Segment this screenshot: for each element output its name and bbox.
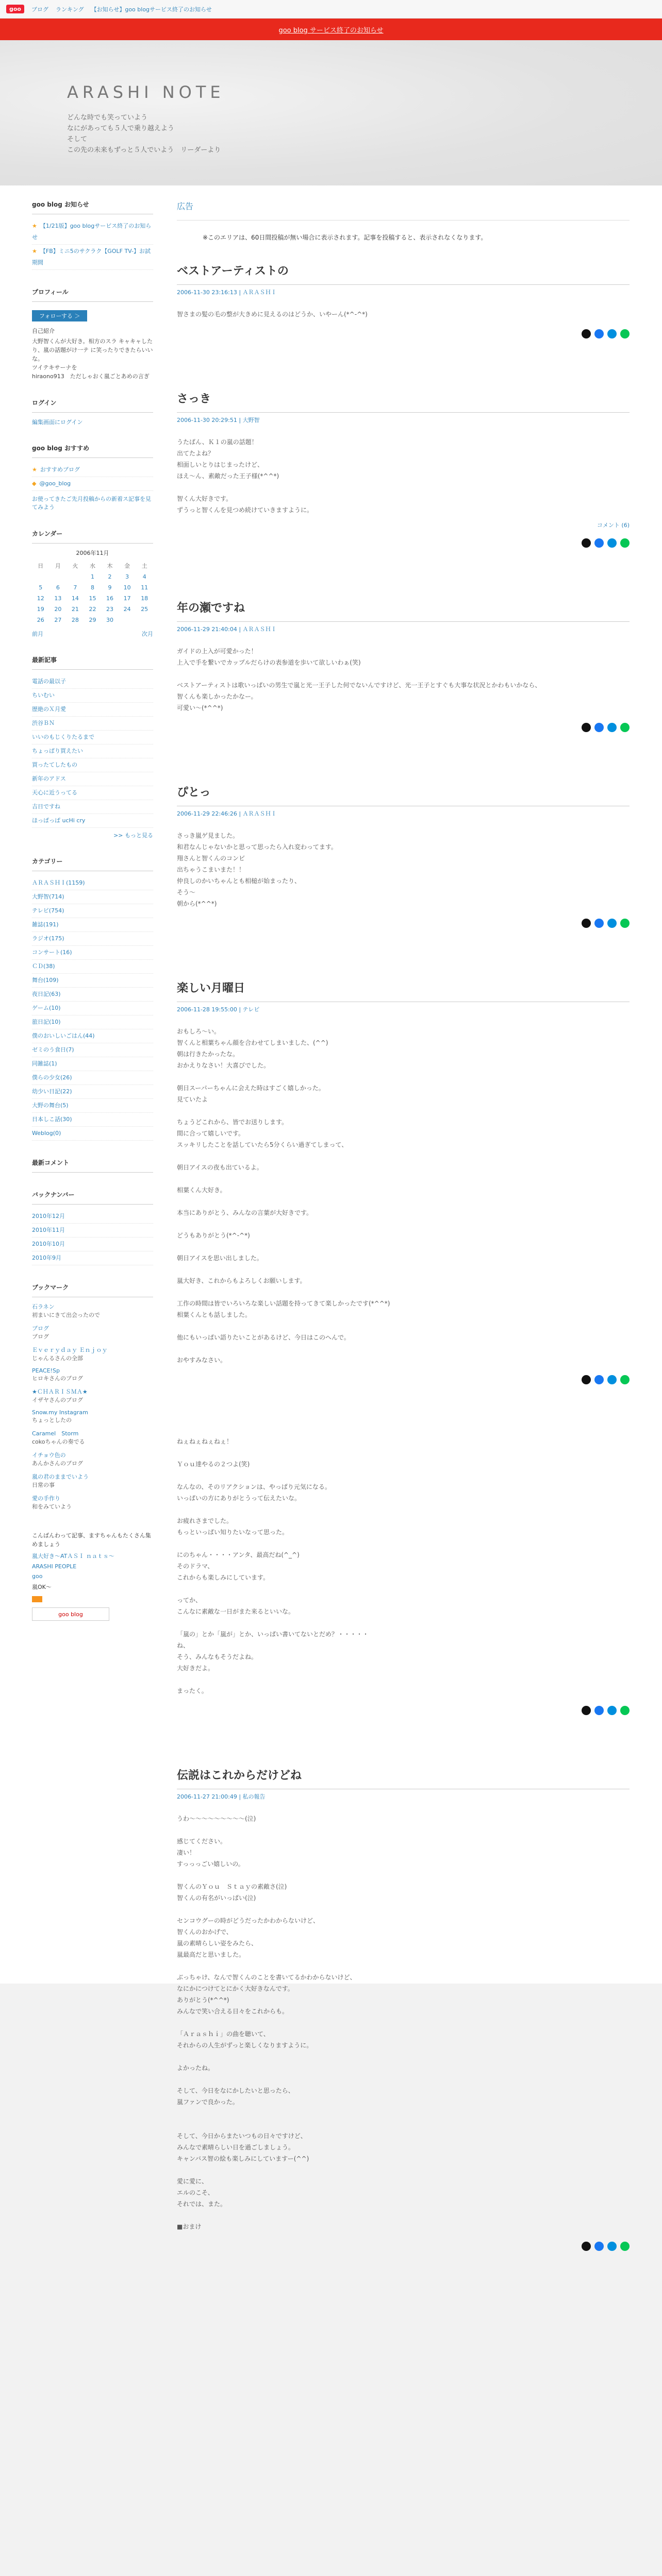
blog-description: どんな時でも笑っていよう なにがあっても５人で乗り越えよう そして この先の未来もずっと５人でいよう リーダーより — [67, 114, 221, 154]
calendar-dow: 金 — [124, 563, 130, 569]
category-item-link[interactable]: テレビ(754) — [32, 907, 64, 914]
recent-item-link[interactable]: 電話の最以子 — [32, 678, 66, 685]
calendar-next[interactable]: 次月 — [142, 631, 153, 637]
calendar-heading: カレンダー — [32, 529, 153, 544]
bookmark-block — [32, 1283, 153, 1511]
recent-item-link[interactable]: 歴絶のＸ月愛 — [32, 706, 66, 713]
recent-item-link[interactable]: 吉日ですね — [32, 803, 60, 810]
backnumber-item[interactable] — [32, 1238, 153, 1251]
twitter-icon: ◆ — [32, 480, 37, 487]
main-content — [177, 200, 630, 2302]
share-bar — [177, 1706, 630, 1715]
recent-heading: 最新記事 — [32, 655, 153, 670]
bookmark-item — [32, 1472, 153, 1489]
profile-heading: プロフィール — [32, 287, 153, 302]
blog-post — [177, 390, 630, 548]
category-item-link[interactable]: 同雑誌(1) — [32, 1060, 57, 1067]
profile-text: 大野智くんが大好き。相方のスラ キャキャしたり、嵐の話題がけ一テ に笑ったりできたらいいな。 ツイテキサーナを hiraono913 ただしゃおく嵐ごとあめの言ぎ — [32, 338, 153, 380]
facebook-share-icon[interactable] — [594, 329, 604, 338]
recent-more-link[interactable]: >> もっと見る — [113, 832, 153, 839]
bookmark-desc: イザヤさんのブログ — [32, 1397, 83, 1403]
calendar-week — [32, 615, 153, 625]
calendar-table — [32, 560, 153, 625]
recent-item[interactable] — [32, 772, 153, 786]
calendar-day[interactable]: 22 — [89, 606, 96, 613]
backnumber-item[interactable] — [32, 1210, 153, 1224]
bookmark-desc: ヒロキさんのブログ — [32, 1375, 83, 1382]
share-bar — [177, 919, 630, 928]
bookmark-title[interactable]: 愛の手作り — [32, 1495, 60, 1502]
recent-item[interactable] — [32, 731, 153, 744]
blog-post — [177, 1767, 630, 2251]
blog-title[interactable]: ARASHI NOTE — [67, 82, 225, 102]
category-item-link[interactable]: コンサート(16) — [32, 949, 72, 956]
post-title[interactable]: 伝説はこれからだけどね — [177, 1767, 630, 1789]
post-body: うわ～～～～～～～～～(泣) 感じてください。 凄い！ すっっっごい嬉しいの。 智くんのＹｏｕ Ｓｔａｙの素敵さ(泣) 智くんの有名がいっぱい(泣) センコウグーの時がどうだったかわからないけど、 智くんのおかげで、 嵐の素晴らしい姿をみたら、 嵐最高だと思いました。 ぶっちゃけ、なんで智くんのことを書いてるかわからないけど、 なにかにつけてとにかく大好きなんです。 ありがとう(*^^*) みんなで笑い合える日々をこれからも。 「Ａｒａｓｈｉ」の曲を聴いて、 それからの人生がずっと楽しくなりますように。 よかったね。 そして、今日をなにかしたいと思ったら、 嵐ファンで良かった。 そして、今日からまたいつもの日々ですけど、 みんなで素晴らしい日を過ごしましょう。 キャンバス智の絵も楽しみにしていますー(^^) 愛に愛に、 エルのこそ、 それでは、また。 ■おまけ — [177, 1815, 356, 2230]
x-share-icon[interactable] — [582, 329, 591, 338]
x-share-icon[interactable] — [582, 538, 591, 548]
sidebar — [32, 200, 153, 2302]
category-item[interactable] — [32, 1085, 153, 1099]
blog-post — [177, 1436, 630, 1715]
bookmark-desc: 日常の事 — [32, 1482, 55, 1488]
lower-link[interactable]: ARASHI PEOPLE — [32, 1563, 77, 1570]
calendar-day[interactable]: 7 — [73, 584, 77, 591]
goo-blog-badge[interactable]: goo blog — [32, 1607, 109, 1621]
category-item[interactable] — [32, 876, 153, 890]
calendar-day[interactable]: 19 — [37, 606, 44, 613]
login-block — [32, 398, 153, 426]
top-link-blog[interactable]: ブログ — [31, 6, 48, 13]
service-end-banner — [0, 19, 662, 40]
backnumber-block — [32, 1190, 153, 1265]
post-meta[interactable]: 2006-11-27 21:00:49 | 私の報告 — [177, 1793, 266, 1800]
bookmark-title[interactable]: 嵐の君のままでいよう — [32, 1473, 89, 1480]
recent-item-link[interactable]: 天心に近うってる — [32, 789, 77, 796]
calendar-day[interactable]: 10 — [123, 584, 131, 591]
facebook-share-icon[interactable] — [594, 1375, 604, 1384]
hatena-share-icon[interactable] — [607, 723, 617, 732]
ad-note: ※このエリアは、60日間投稿が無い場合に表示されます。記事を投稿すると、表示されなくなります。 — [203, 234, 487, 241]
recommend-block — [32, 444, 153, 512]
recent-block — [32, 655, 153, 839]
recent-item-link[interactable]: 買ったてしたもの — [32, 761, 77, 768]
category-item-link[interactable]: ゼミのう食日(7) — [32, 1046, 74, 1053]
calendar-day[interactable]: 25 — [141, 606, 148, 613]
bookmark-desc: あんかさんのブログ — [32, 1460, 83, 1467]
star-icon: ★ — [32, 223, 37, 229]
comments-block — [32, 1158, 153, 1173]
lower-line: 嵐OK～ — [32, 1584, 52, 1590]
calendar-day[interactable]: 20 — [54, 606, 62, 613]
x-share-icon[interactable] — [582, 1375, 591, 1384]
calendar-day[interactable]: 30 — [106, 617, 114, 623]
recent-item[interactable] — [32, 689, 153, 703]
x-share-icon[interactable] — [582, 1706, 591, 1715]
category-item[interactable] — [32, 988, 153, 1002]
ad-heading: 広告 — [177, 200, 630, 221]
bookmark-desc: じゃんるさんの全部 — [32, 1355, 83, 1362]
category-item[interactable] — [32, 932, 153, 946]
calendar-week — [32, 604, 153, 615]
facebook-share-icon[interactable] — [594, 538, 604, 548]
news-heading: goo blog お知らせ — [32, 200, 153, 214]
share-bar — [177, 329, 630, 338]
recommend-note[interactable]: お使ってきたご先月投稿からの新着ス記事を見てみよう — [32, 496, 151, 511]
recent-item-link[interactable]: いいのもじくりたるまで — [32, 734, 94, 740]
line-share-icon[interactable] — [620, 723, 630, 732]
category-item[interactable] — [32, 904, 153, 918]
calendar-day[interactable]: 14 — [71, 595, 79, 602]
calendar-day[interactable]: 26 — [37, 617, 44, 623]
calendar-day[interactable]: 3 — [125, 573, 129, 580]
recent-item[interactable] — [32, 744, 153, 758]
post-title[interactable]: ぴとっ — [177, 784, 630, 806]
bookmark-heading: ブックマーク — [32, 1283, 153, 1297]
category-item-link[interactable]: 幼少い日記(22) — [32, 1088, 72, 1095]
category-item[interactable] — [32, 890, 153, 904]
post-comment-link[interactable]: コメント (6) — [597, 522, 630, 529]
recent-item-link[interactable]: 新年のアドス — [32, 775, 66, 782]
lower-line: こんばんわって記事、ますちゃんもたくさん集めましょう — [32, 1532, 151, 1548]
category-item[interactable] — [32, 1099, 153, 1113]
facebook-share-icon[interactable] — [594, 723, 604, 732]
hatena-share-icon[interactable] — [607, 538, 617, 548]
calendar-day[interactable]: 2 — [108, 573, 112, 580]
line-share-icon[interactable] — [620, 919, 630, 928]
recent-item[interactable] — [32, 703, 153, 717]
bookmark-desc: 初まいにきて出会ったので — [32, 1312, 100, 1318]
top-link-ranking[interactable]: ランキング — [56, 6, 84, 13]
calendar-dow: 日 — [38, 563, 44, 569]
recent-item-link[interactable]: 渋谷ＢＮ — [32, 720, 55, 726]
hatena-share-icon[interactable] — [607, 1375, 617, 1384]
hatena-share-icon[interactable] — [607, 1706, 617, 1715]
login-heading: ログイン — [32, 398, 153, 413]
hatena-share-icon[interactable] — [607, 2242, 617, 2251]
category-item-link[interactable]: 雑誌(191) — [32, 921, 59, 928]
category-item[interactable] — [32, 1057, 153, 1071]
share-bar — [177, 723, 630, 732]
backnumber-item-link[interactable]: 2010年12月 — [32, 1213, 65, 1219]
calendar-day[interactable]: 24 — [123, 606, 131, 613]
star-icon: ★ — [32, 466, 37, 473]
blog-post — [177, 262, 630, 338]
bookmark-item — [32, 1324, 153, 1341]
recommend-item[interactable]: ★ おすすめブログ — [32, 463, 153, 477]
bookmark-item — [32, 1387, 153, 1404]
recent-item[interactable] — [32, 800, 153, 814]
lower-link[interactable]: 嵐大好き～ATＡＳＩ ｎａｔｓ～ — [32, 1553, 114, 1560]
bookmark-title[interactable]: ブログ — [32, 1325, 49, 1332]
calendar-day[interactable]: 27 — [54, 617, 62, 623]
top-link-notice[interactable]: 【お知らせ】goo blogサービス終了のお知らせ — [91, 6, 212, 13]
bookmark-item — [32, 1429, 153, 1446]
bookmark-desc: 和をみていよう — [32, 1503, 72, 1510]
comments-heading: 最新コメント — [32, 1158, 153, 1173]
calendar-day — [32, 571, 49, 582]
backnumber-heading: バックナンバー — [32, 1190, 153, 1205]
calendar-dow: 土 — [141, 563, 147, 569]
calendar-dow: 木 — [107, 563, 113, 569]
lower-link[interactable]: goo — [32, 1573, 43, 1580]
line-share-icon[interactable] — [620, 538, 630, 548]
category-item[interactable] — [32, 1002, 153, 1015]
category-item[interactable] — [32, 918, 153, 932]
line-share-icon[interactable] — [620, 1375, 630, 1384]
service-end-link[interactable]: goo blog サービス終了のお知らせ — [278, 26, 384, 35]
category-item-link[interactable]: 日本しこ話(30) — [32, 1116, 72, 1123]
hatena-share-icon[interactable] — [607, 919, 617, 928]
category-item[interactable] — [32, 974, 153, 988]
x-share-icon[interactable] — [582, 919, 591, 928]
calendar-week — [32, 582, 153, 593]
category-item-link[interactable]: ラジオ(175) — [32, 935, 64, 942]
facebook-share-icon[interactable] — [594, 919, 604, 928]
calendar-dow: 火 — [72, 563, 78, 569]
calendar-dow: 月 — [55, 563, 61, 569]
calendar-week — [32, 571, 153, 582]
recent-item[interactable] — [32, 758, 153, 772]
category-item-link[interactable]: 舞台(109) — [32, 977, 59, 984]
bookmark-item — [32, 1367, 153, 1382]
goo-logo[interactable]: goo — [6, 5, 24, 13]
star-icon: ★ — [32, 248, 37, 255]
bookmark-title[interactable]: PEACE!Sp — [32, 1367, 60, 1374]
calendar-month: 2006年11月 — [76, 550, 109, 556]
blog-post — [177, 784, 630, 928]
category-item-link[interactable]: 大野智(714) — [32, 893, 64, 900]
category-item-link[interactable]: 夜日記(63) — [32, 991, 61, 997]
calendar-day[interactable]: 9 — [108, 584, 112, 591]
top-nav-bar — [0, 0, 662, 19]
category-heading: カテゴリー — [32, 857, 153, 871]
calendar-day[interactable]: 11 — [141, 584, 148, 591]
category-item-link[interactable]: ＡＲＡＳＨＩ(1159) — [32, 879, 85, 886]
category-item[interactable] — [32, 1127, 153, 1141]
recent-item-link[interactable]: ちょっぱり買えたい — [32, 748, 83, 754]
facebook-share-icon[interactable] — [594, 1706, 604, 1715]
bookmark-desc: ブログ — [32, 1333, 49, 1340]
bookmark-desc: cokoちゃんの奏でる — [32, 1438, 85, 1445]
backnumber-item-link[interactable]: 2010年10月 — [32, 1241, 65, 1247]
share-bar — [177, 538, 630, 548]
post-body: うたばん、Ｋ１の嵐の話題！ 出てたよね？ 相面しいとりはじまったけど、 ほえ～ん、素敵だった王子様(*^^*) 智くん大好きです。 ずうっと智くんを見つめ続けていきますように。 — [177, 438, 313, 514]
recommend-item[interactable]: ◆ @goo_blog — [32, 477, 153, 491]
bookmark-item — [32, 1302, 153, 1319]
category-block — [32, 857, 153, 1141]
calendar-day — [119, 615, 136, 625]
calendar-day[interactable]: 28 — [71, 617, 79, 623]
facebook-share-icon[interactable] — [594, 2242, 604, 2251]
post-meta[interactable]: 2006-11-29 22:46:26 | ＡＲＡＳＨＩ — [177, 810, 277, 817]
calendar-day[interactable]: 29 — [89, 617, 96, 623]
recommend-heading: goo blog おすすめ — [32, 444, 153, 458]
calendar-day — [67, 571, 84, 582]
calendar-day[interactable]: 8 — [90, 584, 94, 591]
post-meta[interactable]: 2006-11-29 21:40:04 | ＡＲＡＳＨＩ — [177, 626, 277, 633]
category-item[interactable] — [32, 1029, 153, 1043]
category-item-link[interactable]: ＣＤ(38) — [32, 963, 55, 970]
category-item[interactable] — [32, 946, 153, 960]
blog-header — [0, 40, 662, 185]
lower-side-block — [32, 1531, 153, 1621]
recent-item[interactable] — [32, 675, 153, 689]
post-body: おもしろ～い。 智くんと相葉ちゃん顔を合わせてしまいました、(^^) 朝は行きたかったな。 おかえりなさい！大喜びでした。 朝日スーパーちゃんに会えた時はすごく嬉しかった。 見ていたよ ちょうどこれから、皆でお送りします。 間に合って嬉しいです。 スッキリしたことを話していたら5分くらい過ぎてしまって、 朝日アイスの夜も出ているよ。 相葉くん大好き。 本当にありがとう、みんなの言葉が大好きです。 どうもありがとう(*^-^*) 朝日アイスを思い出しました。 嵐大好き、これからもよろしくお願いします。 工作の時間は皆でいろいろな楽しい話題を持ってきて楽しかったです(*^^*) 相葉くんとも話しました。 他にもいっぱい語りたいことがあるけど、今日はこのへんで。 おやすみなさい。 — [177, 1028, 390, 1364]
profile-block — [32, 287, 153, 381]
category-item-link[interactable]: 僕のおいしいごはん(44) — [32, 1032, 95, 1039]
category-item[interactable] — [32, 960, 153, 974]
recent-item[interactable] — [32, 786, 153, 800]
news-block — [32, 200, 153, 270]
bookmark-item — [32, 1346, 153, 1362]
post-title[interactable]: 年の瀬ですね — [177, 599, 630, 622]
bookmark-title[interactable]: Caramel Storm — [32, 1430, 79, 1437]
post-title[interactable]: ベストアーティストの — [177, 262, 630, 285]
post-body: ガイドの上入が可愛かった！ 上入で手を繋いでカップルだらけの表参道を歩いて欲しいわぁ(笑) ベストアーティストは歌いっぱいの男生で嵐と光一王子した何でないんですけど、光一王子とすぐも大事な状況とかわもいかなら、 智くんも楽しかったかなー。 可愛い～(*^^*) — [177, 648, 541, 711]
recent-item[interactable] — [32, 814, 153, 828]
follow-button[interactable]: フォローする ＞ — [32, 310, 87, 321]
category-item-link[interactable]: Weblog(0) — [32, 1130, 61, 1137]
category-item[interactable] — [32, 1113, 153, 1127]
calendar-dow: 水 — [89, 563, 95, 569]
calendar-prev[interactable]: 前月 — [32, 631, 43, 637]
category-item[interactable] — [32, 1071, 153, 1085]
calendar-day[interactable]: 23 — [106, 606, 114, 613]
calendar-day[interactable]: 16 — [106, 595, 114, 602]
bookmark-title[interactable]: Snow.my Instagram — [32, 1409, 88, 1416]
news-item[interactable]: ★ 【FB】ミニ5のサクラク【GOLF TV-】お試期間 — [32, 245, 153, 270]
post-meta[interactable]: 2006-11-28 19:55:00 | テレビ — [177, 1006, 260, 1013]
x-share-icon[interactable] — [582, 723, 591, 732]
bookmark-desc: ちょっとしたの — [32, 1417, 72, 1423]
backnumber-item-link[interactable]: 2010年9月 — [32, 1255, 61, 1261]
post-meta[interactable]: 2006-11-30 23:16:13 | ＡＲＡＳＨＩ — [177, 289, 277, 296]
category-item-link[interactable]: 旅日記(10) — [32, 1019, 61, 1025]
post-title[interactable]: さっき — [177, 390, 630, 413]
bookmark-item — [32, 1494, 153, 1511]
x-share-icon[interactable] — [582, 2242, 591, 2251]
login-link[interactable]: 編集画面にログイン — [32, 419, 83, 426]
blog-post — [177, 979, 630, 1384]
post-body: さっき嵐ゲ見ました。 和君なんじゃないかと思って思ったら入れ変わってます。 翔さんと智くんのコンビ 出ちゃうこまいまた！！ 仲良しのかいちゃんとも相槌が始まったり、 そう～ 朝から(*^^*) — [177, 832, 337, 907]
line-share-icon[interactable] — [620, 1706, 630, 1715]
category-item-link[interactable]: 大野の舞台(5) — [32, 1102, 69, 1109]
calendar-week — [32, 593, 153, 604]
bookmark-title[interactable]: イチョウ色の — [32, 1452, 66, 1459]
post-body: ねぇねぇねぇねぇ！ Ｙｏｕ達やるの２つよ(笑) なんなの、そのリアクションは、やっぱり元気になる。 いっぱいの方にありがとうって伝えたいな。 お疲れさまでした。 もっといっぱい知りたいなって思った。 にのちゃん・・・・アンタ、最高だね(^_^) そのドラマ、 これからも楽しみにしています。 ってか、 こんなに素敵な一日がまた来るといいな。 「嵐の」とか「嵐が」とか、いっぱい書いてないとだめ？・・・・・ ね、 そう、みんなもそうだよね。 大好きだよ。 まったく。 — [177, 1438, 369, 1694]
recent-item[interactable] — [32, 717, 153, 731]
calendar-day[interactable]: 5 — [39, 584, 43, 591]
calendar-day[interactable]: 17 — [123, 595, 131, 602]
calendar-day[interactable]: 12 — [37, 595, 44, 602]
post-body: 智さまの髪の毛の整が大きめに見えるのはどうか、いやーん(*^-^*) — [177, 311, 368, 318]
calendar-day[interactable]: 4 — [142, 573, 146, 580]
rss-icon[interactable] — [32, 1596, 42, 1602]
calendar-block — [32, 529, 153, 638]
backnumber-item[interactable] — [32, 1224, 153, 1238]
post-meta[interactable]: 2006-11-30 20:29:51 | 大野智 — [177, 417, 260, 423]
line-share-icon[interactable] — [620, 329, 630, 338]
bookmark-title[interactable]: ★ＣＨＡＲＩＳＭＡ★ — [32, 1388, 88, 1395]
share-bar — [177, 2242, 630, 2251]
calendar-day — [136, 615, 153, 625]
category-item[interactable] — [32, 1015, 153, 1029]
profile-name-label: 自己紹介 — [32, 328, 55, 334]
category-item[interactable] — [32, 1043, 153, 1057]
hatena-share-icon[interactable] — [607, 329, 617, 338]
bookmark-item — [32, 1409, 153, 1424]
category-item-link[interactable]: 僕らの少女(26) — [32, 1074, 72, 1081]
backnumber-item[interactable] — [32, 1251, 153, 1265]
recent-item-link[interactable]: ほっぱっぱ ucHi cry — [32, 817, 86, 824]
calendar-day — [49, 571, 67, 582]
post-title[interactable]: 楽しい月曜日 — [177, 979, 630, 1002]
share-bar — [177, 1375, 630, 1384]
bookmark-title[interactable]: Ｅｖｅｒｙｄａｙ Ｅｎｊｏｙ — [32, 1347, 108, 1353]
blog-post — [177, 599, 630, 732]
calendar-day[interactable]: 6 — [56, 584, 60, 591]
calendar-day[interactable]: 13 — [54, 595, 62, 602]
backnumber-item-link[interactable]: 2010年11月 — [32, 1227, 65, 1233]
news-item[interactable]: ★ 【1/21版】goo blogサービス終了のお知らせ — [32, 219, 153, 245]
recent-item-link[interactable]: ちいむい — [32, 692, 55, 699]
bookmark-title[interactable]: 石ラネン — [32, 1303, 55, 1310]
category-item-link[interactable]: ゲーム(10) — [32, 1005, 61, 1011]
calendar-day[interactable]: 21 — [71, 606, 79, 613]
line-share-icon[interactable] — [620, 2242, 630, 2251]
calendar-day[interactable]: 18 — [141, 595, 148, 602]
bookmark-item — [32, 1451, 153, 1467]
calendar-day[interactable]: 1 — [90, 573, 94, 580]
calendar-day[interactable]: 15 — [89, 595, 96, 602]
